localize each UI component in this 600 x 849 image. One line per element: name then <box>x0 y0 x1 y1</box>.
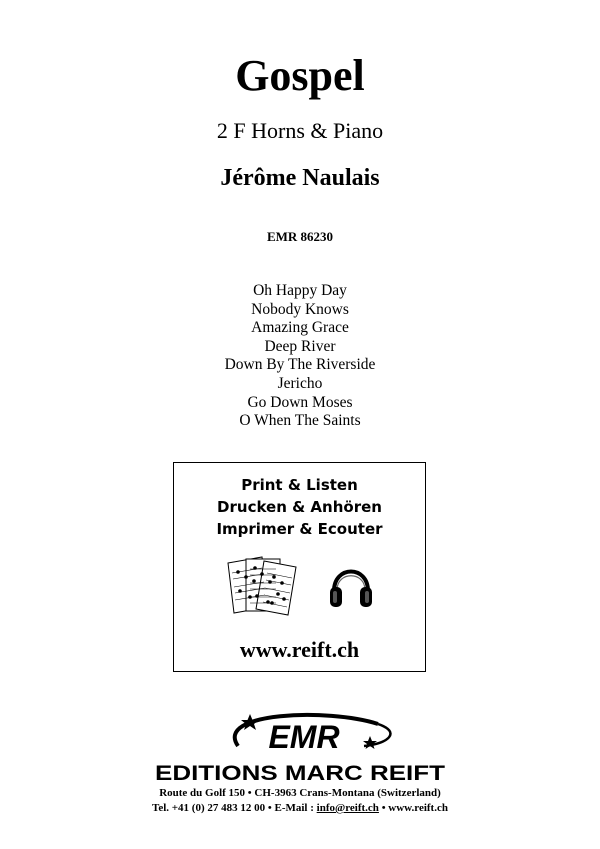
song-item: Oh Happy Day <box>253 282 347 299</box>
promo-line-english: Print & Listen <box>241 476 358 494</box>
song-item: Nobody Knows <box>251 300 349 318</box>
website-link[interactable]: www.reift.ch <box>388 802 448 814</box>
email-label: E-Mail : <box>274 802 314 814</box>
sheet-music-icon <box>224 553 304 617</box>
song-item: Deep River <box>264 337 336 355</box>
promo-line-french: Imprimer & Ecouter <box>216 520 383 538</box>
promo-line-german: Drucken & Anhören <box>217 498 382 516</box>
svg-text:EDITIONS MARC REIFT: EDITIONS MARC REIFT <box>155 762 446 784</box>
song-list <box>0 282 600 431</box>
song-item: O When The Saints <box>239 412 361 430</box>
composer-name: Jérôme Naulais <box>220 165 380 191</box>
publisher-logo <box>152 710 448 784</box>
svg-text:EMR: EMR <box>268 719 340 755</box>
print-listen-box <box>173 462 426 672</box>
publisher-contact: Tel. +41 (0) 27 483 12 00 • E-Mail : info@reift.ch • www.reift.ch <box>152 802 448 814</box>
song-item: Go Down Moses <box>247 393 353 411</box>
headphones-icon <box>328 557 374 613</box>
score-title: Gospel <box>235 51 365 100</box>
publisher-address: Route du Golf 150 • CH-3963 Crans-Montana (Switzerland) <box>159 787 441 799</box>
email-link[interactable]: info@reift.ch <box>316 802 379 814</box>
song-item: Amazing Grace <box>251 319 349 337</box>
song-item: Jericho <box>277 374 323 392</box>
song-item: Down By The Riverside <box>224 356 376 374</box>
promo-website[interactable]: www.reift.ch <box>239 637 360 662</box>
instrumentation: 2 F Horns & Piano <box>216 118 384 143</box>
publisher-phone: Tel. +41 (0) 27 483 12 00 <box>152 802 266 814</box>
catalog-code: EMR 86230 <box>266 229 334 244</box>
